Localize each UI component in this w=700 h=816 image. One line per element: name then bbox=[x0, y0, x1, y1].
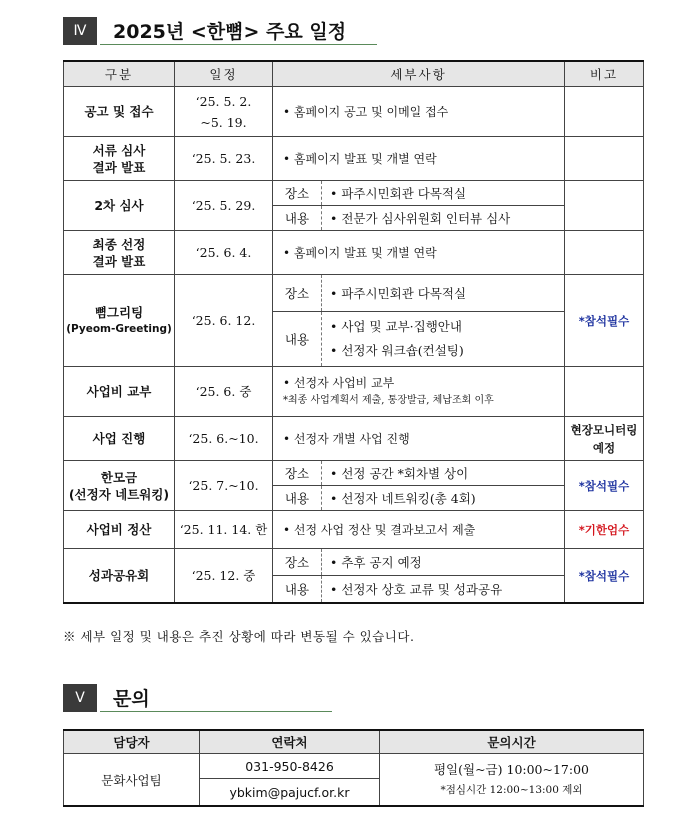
row-category: 2차 심사 bbox=[64, 181, 175, 231]
row-category: 공고 및 접수 bbox=[64, 87, 175, 137]
row-note bbox=[565, 137, 644, 181]
detail-subnote: *최종 사업계획서 제출, 통장발급, 체납조회 이후 bbox=[283, 394, 494, 406]
row-date: ‘25. 12. 중 bbox=[175, 549, 273, 604]
date-end: ~5. 19. bbox=[200, 114, 247, 130]
section-5-heading bbox=[63, 684, 156, 712]
row-detail-sub bbox=[273, 549, 565, 576]
row-date: ‘25. 5. 29. bbox=[175, 181, 273, 231]
contact-team: 문화사업팀 bbox=[64, 754, 200, 807]
header-contact: 연락처 bbox=[200, 730, 380, 754]
row-date bbox=[175, 87, 273, 137]
row-note-monitoring bbox=[565, 417, 644, 461]
row-detail-sub bbox=[273, 181, 565, 206]
date-start: ‘25. 5. 2. bbox=[195, 93, 252, 109]
category-line: 결과 발표 bbox=[92, 253, 146, 269]
table-row bbox=[64, 231, 644, 275]
category-line: 결과 발표 bbox=[92, 159, 146, 175]
table-row bbox=[64, 181, 644, 206]
row-category: 성과공유회 bbox=[64, 549, 175, 604]
header-hours: 문의시간 bbox=[380, 730, 644, 754]
category-line: 뼘그리팅 bbox=[94, 304, 144, 320]
section-4-heading bbox=[63, 17, 352, 45]
table-row bbox=[64, 511, 644, 549]
section-underline bbox=[100, 44, 377, 45]
detail-label: 내용 bbox=[273, 486, 322, 510]
row-detail-sub bbox=[273, 312, 565, 367]
header-details: 세부사항 bbox=[273, 61, 565, 87]
header-date: 일정 bbox=[175, 61, 273, 87]
table-row bbox=[64, 754, 644, 779]
row-date: ‘25. 5. 23. bbox=[175, 137, 273, 181]
schedule-footnote: ※ 세부 일정 및 내용은 추진 상황에 따라 변동될 수 있습니다. bbox=[63, 629, 415, 644]
contact-table bbox=[63, 729, 644, 807]
detail-text: • 선정자 상호 교류 및 성과공유 bbox=[330, 582, 503, 597]
row-date: ‘25. 6.~10. bbox=[175, 417, 273, 461]
row-note-required: *참석필수 bbox=[565, 461, 644, 511]
section-number: Ⅴ bbox=[63, 684, 97, 712]
category-line: (선정자 네트워킹) bbox=[68, 486, 170, 502]
detail-line: • 선정자 워크숍(컨설팅) bbox=[330, 343, 464, 358]
row-date: ‘25. 11. 14. 한 bbox=[175, 511, 273, 549]
row-detail-sub bbox=[273, 461, 565, 486]
detail-label: 내용 bbox=[273, 206, 322, 230]
detail-label: 장소 bbox=[273, 275, 322, 311]
row-category: 사업비 교부 bbox=[64, 367, 175, 417]
row-detail: • 홈페이지 발표 및 개별 연락 bbox=[273, 231, 565, 275]
table-row bbox=[64, 275, 644, 312]
table-row bbox=[64, 549, 644, 576]
detail-text: • 파주시민회관 다목적실 bbox=[330, 186, 467, 201]
category-line: 서류 심사 bbox=[92, 142, 146, 158]
section-title: 2025년 <한뼘> 주요 일정 bbox=[113, 20, 347, 43]
row-category bbox=[64, 461, 175, 511]
detail-label: 장소 bbox=[273, 181, 322, 205]
section-number: Ⅳ bbox=[63, 17, 97, 45]
row-detail bbox=[273, 367, 565, 417]
detail-text: • 추후 공지 예정 bbox=[330, 555, 422, 570]
category-line: 최종 선정 bbox=[92, 236, 146, 252]
detail-label: 장소 bbox=[273, 549, 322, 575]
lunch-note: *점심시간 12:00~13:00 제외 bbox=[440, 783, 583, 796]
table-row bbox=[64, 137, 644, 181]
row-note bbox=[565, 231, 644, 275]
row-date: ‘25. 6. 12. bbox=[175, 275, 273, 367]
row-note bbox=[565, 367, 644, 417]
section-title: 문의 bbox=[113, 687, 150, 710]
table-row bbox=[64, 461, 644, 486]
table-header-row bbox=[64, 61, 644, 87]
contact-phone[interactable]: 031-950-8426 bbox=[200, 754, 380, 779]
row-date: ‘25. 7.~10. bbox=[175, 461, 273, 511]
detail-label: 내용 bbox=[273, 576, 322, 602]
row-detail: • 선정 사업 정산 및 결과보고서 제출 bbox=[273, 511, 565, 549]
contact-email[interactable]: ybkim@pajucf.or.kr bbox=[200, 779, 380, 807]
note-line: 예정 bbox=[592, 440, 616, 455]
header-manager: 담당자 bbox=[64, 730, 200, 754]
hours-line: 평일(월~금) 10:00~17:00 bbox=[433, 761, 590, 777]
row-note-required: *참석필수 bbox=[565, 275, 644, 367]
detail-label: 장소 bbox=[273, 461, 322, 485]
category-line: (Pyeom-Greeting) bbox=[66, 322, 172, 335]
row-note bbox=[565, 181, 644, 231]
header-note: 비고 bbox=[565, 61, 644, 87]
row-date: ‘25. 6. 4. bbox=[175, 231, 273, 275]
row-note-required: *참석필수 bbox=[565, 549, 644, 604]
header-category: 구분 bbox=[64, 61, 175, 87]
detail-text: • 선정자 네트워킹(총 4회) bbox=[330, 491, 476, 506]
row-detail-sub bbox=[273, 486, 565, 511]
table-row bbox=[64, 87, 644, 137]
detail-line: • 사업 및 교부·집행안내 bbox=[330, 319, 462, 334]
schedule-table bbox=[63, 60, 644, 604]
row-category bbox=[64, 275, 175, 367]
row-detail: • 홈페이지 발표 및 개별 연락 bbox=[273, 137, 565, 181]
row-category: 사업 진행 bbox=[64, 417, 175, 461]
detail-line: • 선정자 사업비 교부 bbox=[283, 375, 395, 390]
table-row bbox=[64, 417, 644, 461]
detail-label: 내용 bbox=[273, 312, 322, 366]
row-date: ‘25. 6. 중 bbox=[175, 367, 273, 417]
category-line: 한모금 bbox=[100, 469, 138, 485]
detail-text: • 전문가 심사위원회 인터뷰 심사 bbox=[330, 211, 511, 226]
row-category bbox=[64, 231, 175, 275]
detail-text: • 파주시민회관 다목적실 bbox=[330, 286, 467, 301]
detail-text bbox=[322, 312, 565, 366]
note-line: 현장모니터링 bbox=[570, 422, 638, 437]
row-detail-sub bbox=[273, 206, 565, 231]
row-note bbox=[565, 87, 644, 137]
row-detail: • 홈페이지 공고 및 이메일 접수 bbox=[273, 87, 565, 137]
row-note-deadline: *기한엄수 bbox=[565, 511, 644, 549]
row-category bbox=[64, 137, 175, 181]
detail-text: • 선정 공간 *회차별 상이 bbox=[330, 466, 469, 481]
row-detail-sub bbox=[273, 576, 565, 604]
row-detail-sub bbox=[273, 275, 565, 312]
contact-hours bbox=[380, 754, 644, 807]
section-underline bbox=[100, 711, 332, 712]
row-detail: • 선정자 개별 사업 진행 bbox=[273, 417, 565, 461]
row-category: 사업비 정산 bbox=[64, 511, 175, 549]
table-row bbox=[64, 367, 644, 417]
table-header-row bbox=[64, 730, 644, 754]
